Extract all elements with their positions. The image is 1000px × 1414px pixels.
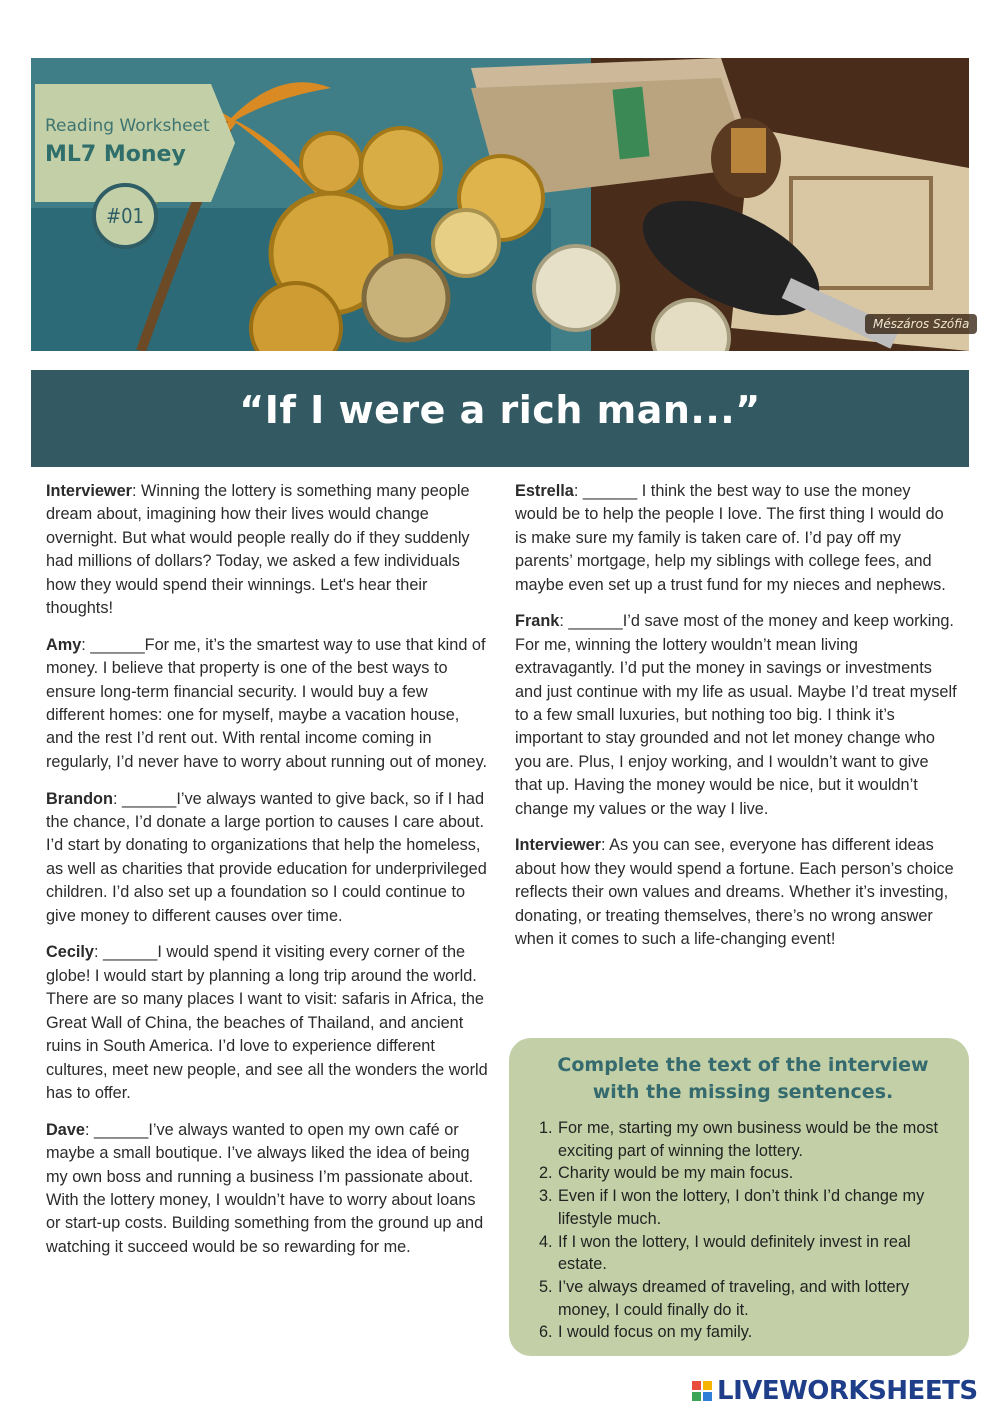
speaker-name: Amy	[46, 635, 82, 654]
interview-paragraph	[46, 788, 488, 928]
author-credit: Mészáros Szófia	[865, 314, 977, 334]
interview-paragraph	[46, 1119, 488, 1259]
speaker-name: Frank	[515, 612, 560, 631]
item-text: For me, starting my own business would be the most exciting part of winning the lottery.	[558, 1119, 939, 1160]
logo-square	[703, 1381, 712, 1390]
item-number: 6.	[539, 1323, 553, 1342]
interview-paragraph	[46, 480, 488, 620]
list-item	[539, 1117, 947, 1162]
list-item	[539, 1276, 947, 1321]
list-item	[539, 1162, 947, 1185]
item-number: 2.	[539, 1164, 553, 1183]
paragraph-text: : ______I’ve always wanted to open my own café or maybe a small boutique. I’ve always liked the idea of being my own boss and running a business I’m passionate about. With the lottery money, I wouldn’t have to worry about loans or start-up costs. Building something from the ground up and watching it succeed would be so rewarding for me.	[46, 1120, 484, 1256]
paragraph-text: : ______I’ve always wanted to give back, so if I had the chance, I’d donate a large portion to causes I care about. I’d start by donating to organizations that help the homeless, as well as charities that provide education for underprivileged children. I’d also set up a foundation so I could continue to give money to different causes over time.	[46, 789, 487, 925]
missing-sentences-list	[539, 1117, 947, 1344]
paragraph-text: : As you can see, everyone has different ideas about how they would spend a fortune. Each person’s choice reflects their own values and dreams. Whether it’s investing, donating, or treating themselves, there’s no wrong answer when it comes to such a life-changing event!	[515, 836, 954, 949]
paragraph-text: : Winning the lottery is something many people dream about, imagining how their lives would change overnight. But what would people really do if they suddenly had millions of dollars? Today, we asked a few individuals how they would spend their winnings. Let's hear their thoughts!	[46, 482, 470, 618]
item-number: 3.	[539, 1187, 553, 1206]
speaker-name: Interviewer	[46, 482, 132, 500]
paragraph-text: : ______For me, it’s the smartest way to use that kind of money. I believe that property is one of the best ways to ensure long-term financial security. I would buy a few different homes: one for myself, maybe a vacation house, and the rest I’d rent out. With rental income coming in regularly, I’d never have to worry about running out of money.	[46, 635, 488, 771]
paragraph-text: : ______I would spend it visiting every corner of the globe! I would start by planning a long trip around the world. There are so many places I want to visit: safaris in Africa, the Great Wall of China, the beaches of Thailand, and ancient ruins in South America. I’d love to experience different cultures, meet new people, and see all the wonders the world has to offer.	[46, 943, 488, 1102]
item-number: 1.	[539, 1119, 553, 1137]
interview-left-column	[46, 480, 488, 1273]
liveworksheets-logo[interactable]	[692, 1376, 978, 1406]
interview-paragraph	[46, 634, 488, 774]
logo-square	[692, 1392, 701, 1401]
interview-paragraph	[515, 480, 957, 597]
paragraph-text: : ______ I think the best way to use the money would be to help the people I love. The first thing I would do is make sure my family is taken care of. I’d pay off my parents’ mortgage, help my siblings with college fees, and maybe even set up a trust fund for my nieces and nephews.	[515, 482, 946, 594]
speaker-name: Estrella	[515, 482, 574, 500]
item-text: I’ve always dreamed of traveling, and with lottery money, I could finally do it.	[558, 1277, 910, 1319]
item-text: Charity would be my main focus.	[558, 1164, 794, 1183]
worksheet-subtitle: Reading Worksheet	[45, 116, 210, 136]
item-text: If I won the lottery, I would definitely invest in real estate.	[558, 1232, 911, 1274]
exercise-heading: Complete the text of the interview with the missing sentences.	[557, 1054, 929, 1103]
page-title: “If I were a rich man...”	[239, 388, 761, 432]
item-number: 4.	[539, 1232, 553, 1251]
item-text: I would focus on my family.	[558, 1323, 753, 1342]
speaker-name: Brandon	[46, 789, 113, 808]
title-bar	[31, 370, 969, 467]
interview-paragraph	[515, 834, 957, 951]
speaker-name: Cecily	[46, 943, 94, 962]
worksheet-title: ML7 Money	[45, 142, 186, 167]
paragraph-text: : ______I’d save most of the money and keep working. For me, winning the lottery wouldn’t mean living extravagantly. I’d put the money in savings or investments and just continue with my life as usual. Maybe I’d treat myself to a few small luxuries, but nothing too big. I think it’s important to stay grounded and not let money change who you are. Plus, I enjoy working, and I wouldn’t want to give that up. Having the money would be nice, but it wouldn’t change my values or the way I live.	[515, 612, 957, 818]
logo-square	[692, 1381, 701, 1390]
item-number: 5.	[539, 1277, 553, 1296]
list-item	[539, 1185, 947, 1230]
logo-text: LIVEWORKSHEETS	[717, 1376, 978, 1406]
interview-paragraph	[46, 941, 488, 1105]
worksheet-number-badge: #01	[92, 183, 158, 249]
item-text: Even if I won the lottery, I don’t think I’d change my lifestyle much.	[558, 1187, 925, 1228]
exercise-box	[509, 1038, 969, 1356]
logo-icon	[692, 1381, 712, 1401]
speaker-name: Dave	[46, 1120, 85, 1139]
list-item	[539, 1321, 947, 1344]
list-item	[539, 1231, 947, 1276]
logo-square	[703, 1392, 712, 1401]
interview-paragraph	[515, 610, 957, 821]
speaker-name: Interviewer	[515, 836, 601, 855]
interview-right-column	[515, 480, 957, 965]
